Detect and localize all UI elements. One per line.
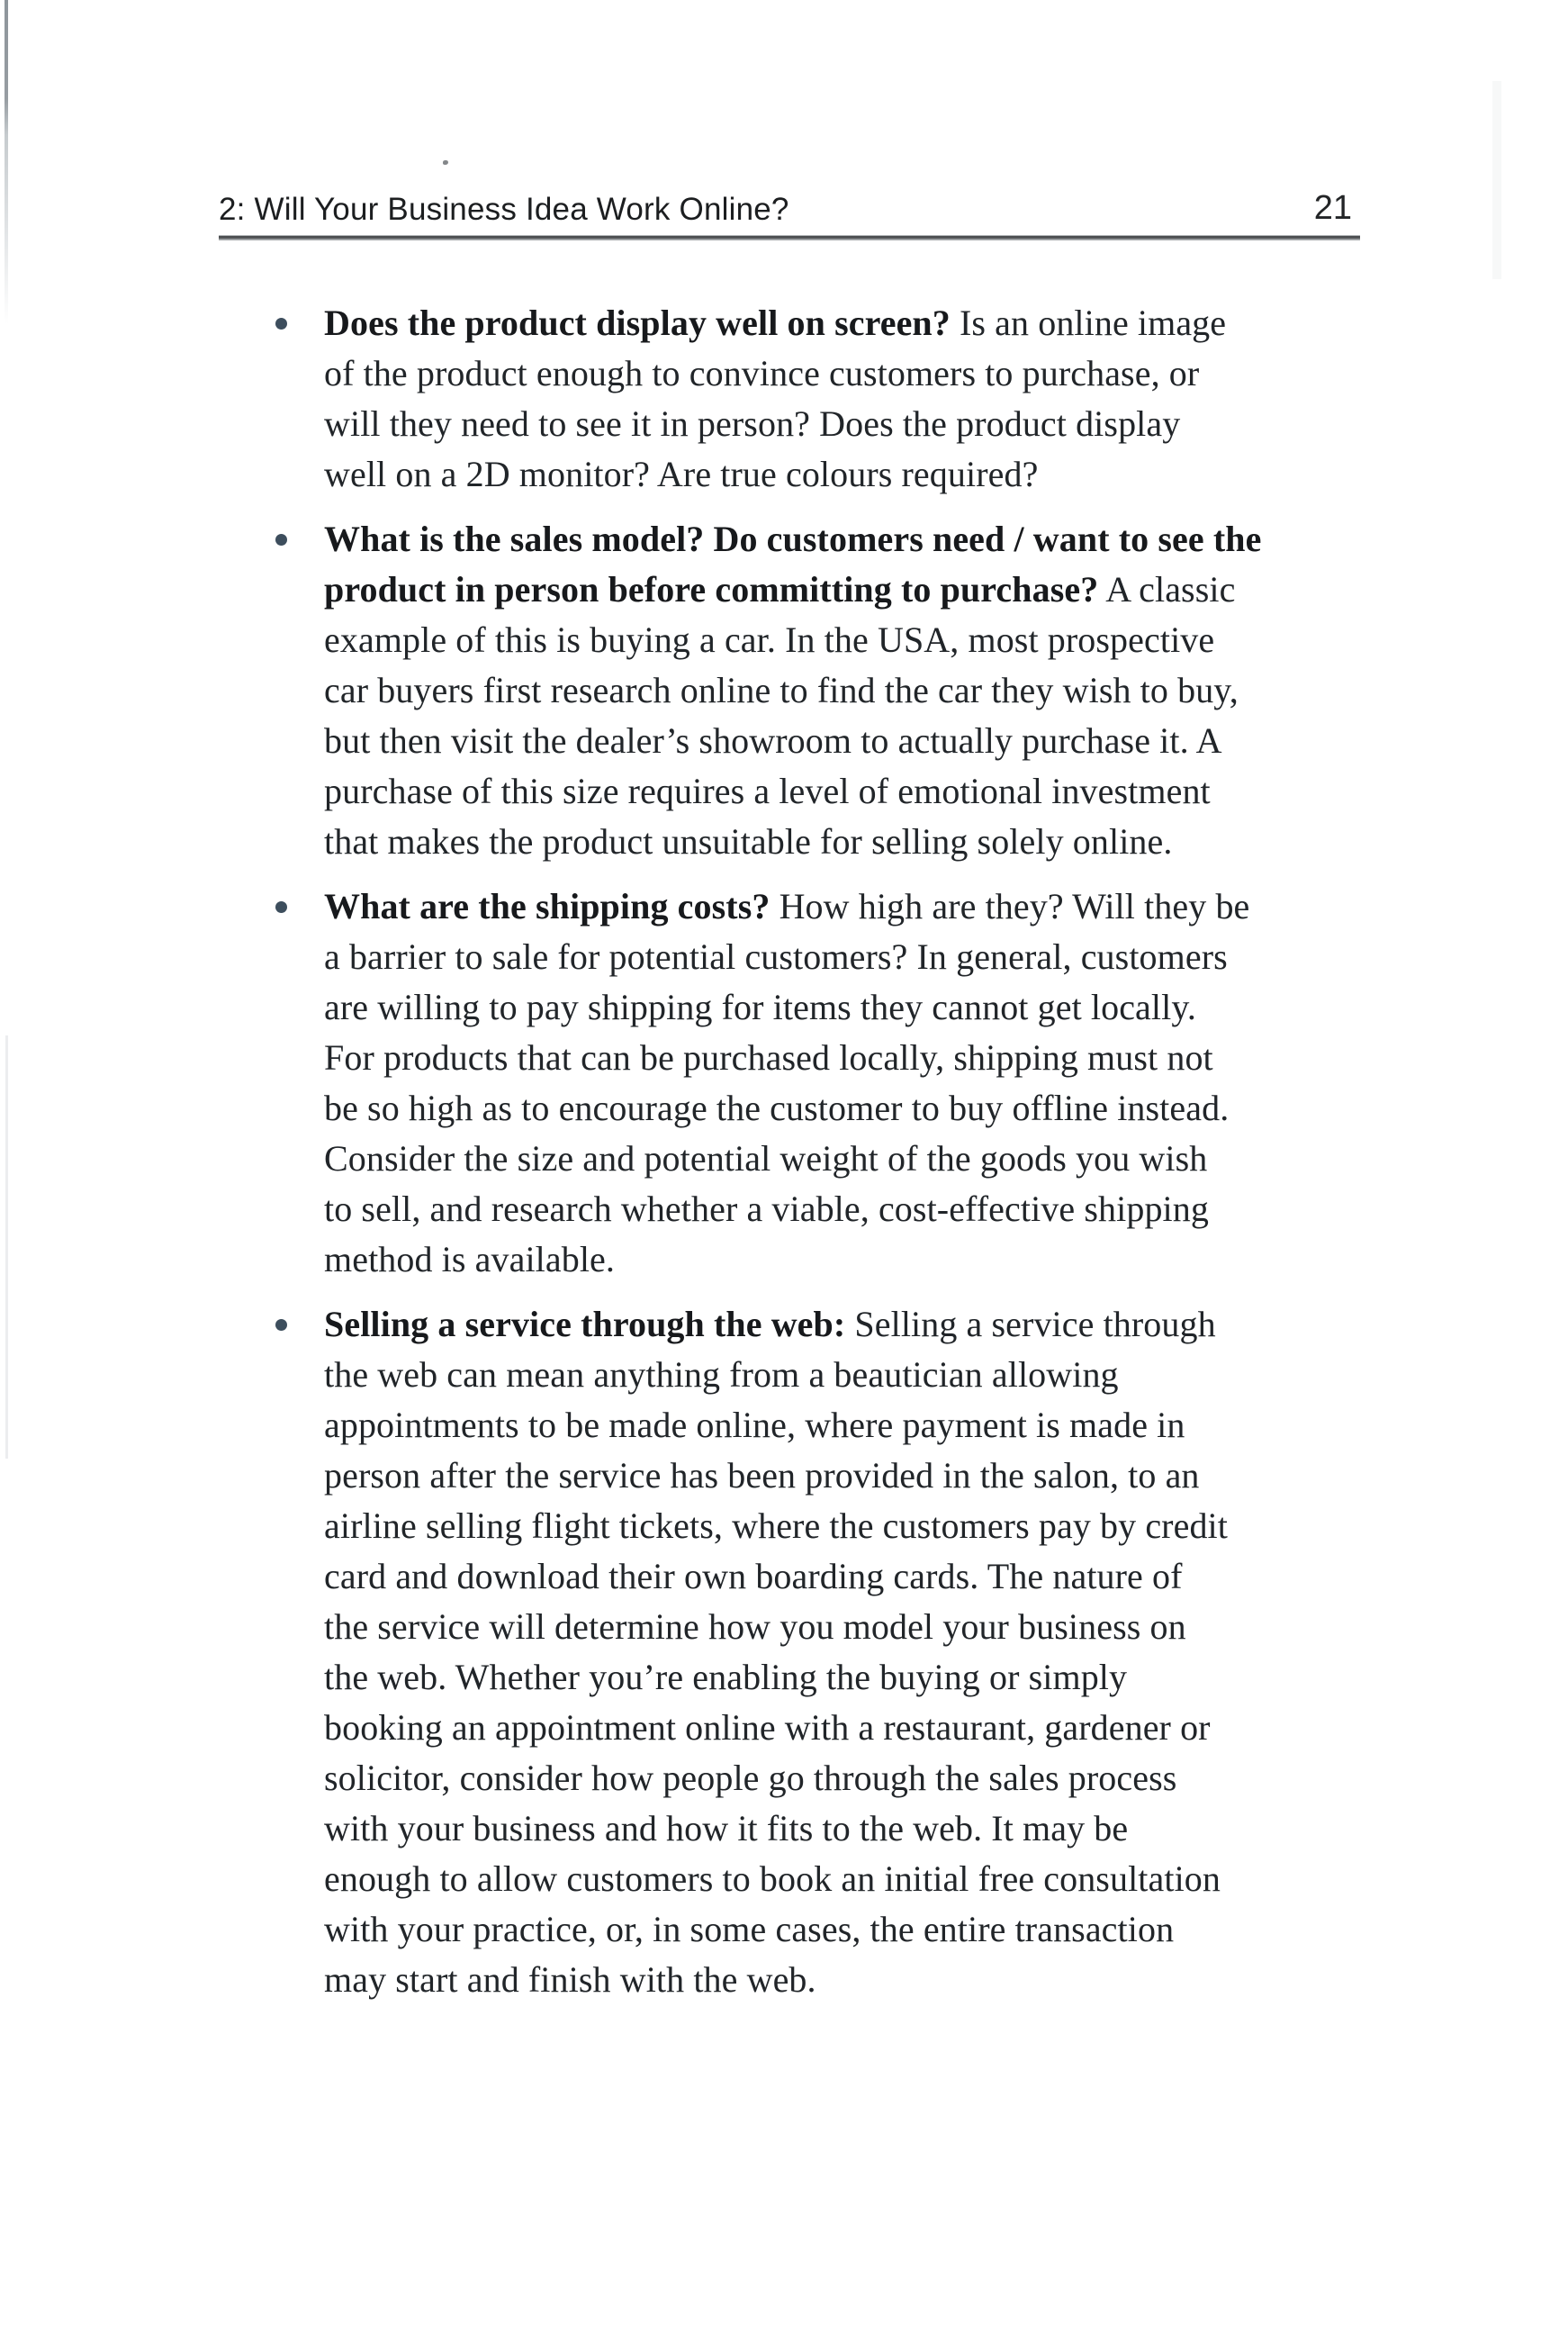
- bullet-item: [270, 881, 1404, 1285]
- bullet-text: [324, 1299, 1404, 2005]
- text-line: Selling a service through the web: Selling a service through: [324, 1304, 1216, 1344]
- text-line: person after the service has been provided in the salon, to an: [324, 1455, 1200, 1496]
- text-line: the web can mean anything from a beautician allowing: [324, 1354, 1119, 1395]
- text-line: example of this is buying a car. In the USA, most prospective: [324, 619, 1215, 660]
- text-line: solicitor, consider how people go through the sales process: [324, 1758, 1177, 1798]
- bullet-dot-icon: [275, 1319, 287, 1331]
- bullet-dot-icon: [275, 534, 287, 546]
- text-line: car buyers first research online to find the car they wish to buy,: [324, 670, 1239, 710]
- bullet-dot-icon: [275, 901, 287, 913]
- text-line: What is the sales model? Do customers need / want to see the: [324, 519, 1262, 559]
- text-line: with your business and how it fits to the web. It may be: [324, 1808, 1129, 1848]
- text-line: purchase of this size requires a level of emotional investment: [324, 771, 1211, 811]
- bullet-item: [270, 514, 1404, 867]
- text-line: are willing to pay shipping for items they cannot get locally.: [324, 987, 1196, 1027]
- text-line: appointments to be made online, where payment is made in: [324, 1405, 1185, 1445]
- text-line: to sell, and research whether a viable, cost-effective shipping: [324, 1189, 1209, 1229]
- bullet-text: [324, 881, 1404, 1285]
- text-line: well on a 2D monitor? Are true colours required?: [324, 454, 1039, 494]
- header-rule: [219, 235, 1360, 240]
- text-line: the service will determine how you model your business on: [324, 1606, 1186, 1647]
- scan-edge-line-lower: [5, 1035, 8, 1459]
- text-line: a barrier to sale for potential customers? In general, customers: [324, 936, 1228, 977]
- text-line: with your practice, or, in some cases, the entire transaction: [324, 1909, 1175, 1949]
- text-line: card and download their own boarding cards. The nature of: [324, 1556, 1183, 1596]
- text-line: For products that can be purchased locally, shipping must not: [324, 1037, 1213, 1078]
- bullet-text: [324, 514, 1404, 867]
- bullet-text: [324, 298, 1404, 500]
- bullet-list: [270, 298, 1404, 2020]
- chapter-header-title: 2: Will Your Business Idea Work Online?: [219, 192, 789, 227]
- text-line: booking an appointment online with a restaurant, gardener or: [324, 1707, 1211, 1748]
- scan-speck: [443, 160, 448, 165]
- text-line: but then visit the dealer’s showroom to actually purchase it. A: [324, 720, 1222, 761]
- text-line: be so high as to encourage the customer to buy offline instead.: [324, 1088, 1230, 1128]
- text-line: method is available.: [324, 1239, 616, 1279]
- text-line: airline selling flight tickets, where the customers pay by credit: [324, 1505, 1228, 1546]
- scan-edge-line: [5, 0, 8, 324]
- bullet-item: [270, 1299, 1404, 2005]
- text-line: enough to allow customers to book an initial free consultation: [324, 1858, 1221, 1899]
- bullet-item: [270, 298, 1404, 500]
- scan-streak: [1492, 81, 1501, 279]
- text-line: will they need to see it in person? Does the product display: [324, 403, 1181, 444]
- text-line: What are the shipping costs? How high are they? Will they be: [324, 886, 1250, 926]
- page-number: 21: [1313, 189, 1352, 227]
- bullet-dot-icon: [275, 318, 287, 330]
- text-line: may start and finish with the web.: [324, 1959, 816, 2000]
- text-line: Consider the size and potential weight of the goods you wish: [324, 1138, 1208, 1179]
- text-line: product in person before committing to purchase? A classic: [324, 569, 1236, 610]
- text-line: that makes the product unsuitable for selling solely online.: [324, 821, 1173, 862]
- text-line: of the product enough to convince customers to purchase, or: [324, 353, 1200, 393]
- text-line: Does the product display well on screen? Is an online image: [324, 303, 1227, 343]
- text-line: the web. Whether you’re enabling the buying or simply: [324, 1657, 1128, 1697]
